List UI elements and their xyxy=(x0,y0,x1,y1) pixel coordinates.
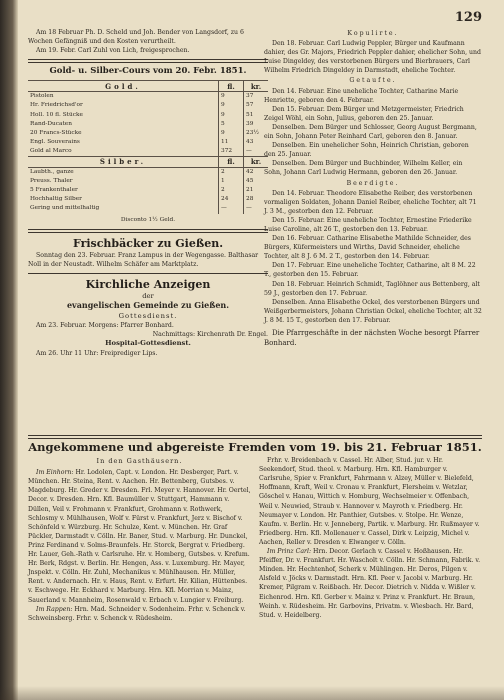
silver-table-header xyxy=(28,157,268,168)
table-row xyxy=(28,120,268,129)
silver-name: Laubth., ganze xyxy=(28,168,219,178)
getaufte-entry: Den 15. Februar. Dem Bürger und Metzgermeister, Friedrich Zeigel Wöhl, ein Sohn, Julius, geboren den 25. Januar. xyxy=(264,105,464,122)
gold-kr: 39 xyxy=(246,120,254,127)
gold-kr: 23½ xyxy=(246,129,259,136)
pfarr-note: Die Pfarrgeschäfte in der nächsten Woche besorgt Pfarrer Bonhard. xyxy=(264,329,480,347)
bakers-title: Frischbäcker zu Gießen. xyxy=(72,236,224,250)
service-text-1: Am 23. Februar. Morgens: Pfarrer Bonhard. xyxy=(36,322,174,330)
gold-kr: — xyxy=(246,147,252,154)
table-row xyxy=(28,168,268,178)
beerdigte-entry: Den 16. Februar. Catharine Elisabethe Mathilde Schneider, des Bürgers, Küfermeisters und Wirths, David Schneider, eheliche Tochter, alt 8 J. 6 M. 2 T., gestorben den 14. Februar. xyxy=(264,235,471,261)
silver-kr: 28 xyxy=(246,196,254,203)
gold-name: Gold al Marco xyxy=(28,147,219,157)
silver-kr: 21 xyxy=(246,187,254,194)
beerdigte-entry: Den 17. Februar. Eine uneheliche Tochter, Catharine, alt 8 M. 22 T., gestorben den 15. Februar. xyxy=(264,262,476,279)
silver-kr: — xyxy=(246,205,252,212)
gold-kr: 57 xyxy=(246,102,254,109)
court-notice-1: Am 18 Februar Ph. D. Scheld und Joh. Bender von Langsdorf, zu 6 Wochen Gefängniß und den Kosten verurtheilt. xyxy=(28,29,244,46)
silver-name: Gering und mittelhaltig xyxy=(28,204,219,213)
silver-kr: 42 xyxy=(246,169,254,176)
divider xyxy=(28,229,268,233)
getaufte-entry: Denselben. Dem Bürger und Schlosser, Georg August Bergmann, ein Sohn, Johann Peter Reinhard Carl, geboren den 8. Januar. xyxy=(264,123,477,141)
hospital-service-title: Hospital-Gottesdienst. xyxy=(105,339,191,348)
gold-kr: 43 xyxy=(246,138,254,145)
hotel-name: Im Prinz Carl: xyxy=(267,548,312,556)
hotel-name: Im Einhorn: xyxy=(36,469,74,477)
page-shadow xyxy=(0,686,504,700)
table-row xyxy=(28,177,268,186)
arrivals-right-column xyxy=(259,456,482,623)
arrivals-entry: Frhr. v. Breidenbach v. Cassel. Hr. Alber, Stud. jur. v. Hr. Seekendorf, Stud. theol. v. Marburg. Hrn. Kfl. Hamburger v. Carlsruhe, Spier v. Frankfurt, Fahrmann v. Alzey, Müller v. Bielefeld, Hoffmann, Kraft, Weil v. Cronau v. Frankfurt, Flersheim v. Wetzlar, Göschel v. Hanau, Wittich v. Homburg, Wechselmeier v. Offenbach, Weil v. Neuwied, Straub v. Hannover v. Mayroth v. Friedberg. Hr. Neumayer v. London. Hr. Panthier, Gutsbes. v. Stolpe. Hr. Wenze, Kaufm. v. Berlin. Hr. v. Jenneberg, Partik. v. Marburg. Hr. Rußmayer v. Friedberg. Hrn. Kfl. Mollenauer v. Cassel, Dirk v. Leipzig, Michel v. Aachen, Reller v. Dresden v. Elwanger v. Cölln. xyxy=(259,457,480,546)
gold-fl: 5 xyxy=(219,120,244,129)
beerdigte-entry: Den 18. Februar. Heinrich Schmidt, Taglöhner aus Bettenberg, alt 59 J., gestorben den 17. Februar. xyxy=(264,280,480,297)
table-row xyxy=(28,138,268,147)
currency-title: Gold- u. Silber-Cours vom 20. Febr. 1851. xyxy=(49,66,247,77)
table-row xyxy=(28,186,268,195)
arrivals-entry xyxy=(28,468,251,604)
beerdigte-entry: Denselben. Anna Elisabethe Ockel, des verstorbenen Bürgers und Weißgerbermeisters, Johann Christian Ockel, eheliche Tochter, alt 32 J. 8 M. 15 T., gestorben den 17. Februar. xyxy=(264,298,482,324)
gold-name: 20 Francs-Stücke xyxy=(28,129,219,138)
beerdigte-title: Beerdigte. xyxy=(346,179,400,187)
kopulirte-title: Kopulirte. xyxy=(347,30,399,37)
silver-name: Hochhaltig Silber xyxy=(28,195,219,204)
bakers-text: Sonntag den 23. Februar. Franz Lampus in der Wegengasse. Balthasar Noll in der Neustadt. Wilhelm Schäfer am Marktplatz. xyxy=(28,251,259,268)
beerdigte-entry: Den 14. Februar. Theodore Elisabethe Reiber, des verstorbenen vormaligen Soldaten, Johann Daniel Reiber, eheliche Tochter, alt 71 J. 3 M., gestorben den 12. Februar. xyxy=(264,189,477,215)
arrivals-entry xyxy=(259,547,482,620)
gold-table xyxy=(28,80,268,213)
gold-name: Rand-Ducaten xyxy=(28,120,219,129)
silver-fl: 1 xyxy=(219,177,244,186)
gold-kr: 51 xyxy=(246,111,254,118)
silver-fl: 2 xyxy=(219,186,244,195)
arrivals-entry xyxy=(28,605,251,623)
service-text-2: Nachmittags: Kirchenrath Dr. Engel. xyxy=(152,331,268,339)
gold-fl: 372 xyxy=(219,147,244,157)
kopulirte-text: Den 18. Februar. Carl Ludwig Peppler, Bürger und Kaufmann dahier, des Gr. Majors, Friedrich Peppler dahier, ehelicher Sohn, und Luise Dingeldey, des verstorbenen Bürgers und Bierbrauers, Carl Wilhelm Friedrich Dingeldey in Darmstadt, eheliche Tochter. xyxy=(264,40,481,75)
church-sub-2: evangelischen Gemeinde zu Gießen. xyxy=(66,300,230,311)
gold-fl: 9 xyxy=(219,92,244,102)
table-row xyxy=(28,147,268,157)
getaufte-entry: Denselben. Dem Bürger und Buchbinder, Wilhelm Keller, ein Sohn, Johann Carl Ludwig Hermann, geboren den 26. Januar. xyxy=(264,160,463,177)
church-title: Kirchliche Anzeigen xyxy=(85,277,211,291)
silver-fl: 2 xyxy=(219,168,244,178)
divider xyxy=(28,273,268,274)
left-column xyxy=(28,28,268,358)
discount-note: Disconto 1½ Geld. xyxy=(120,216,176,223)
table-row xyxy=(28,111,268,120)
hotel-name: Im Rappen: xyxy=(36,605,73,613)
table-row xyxy=(28,195,268,204)
gold-header-kr: kr. xyxy=(244,81,269,92)
gold-header-fl: fl. xyxy=(219,81,244,92)
service-title: Gottesdienst. xyxy=(118,312,178,321)
hospital-service-text: Am 26. Uhr 11 Uhr: Freiprediger Lips. xyxy=(36,349,158,357)
getaufte-entry: Denselben. Ein unehelicher Sohn, Heinrich Christian, geboren den 25. Januar. xyxy=(264,142,469,159)
arrivals-title: Angekommene und abgereiste Fremden vom 19. bis 21. Februar 1851. xyxy=(28,440,482,454)
table-row xyxy=(28,101,268,110)
divider xyxy=(28,435,482,439)
silver-kr: 45 xyxy=(246,178,254,185)
gold-table-header xyxy=(28,81,268,92)
getaufte-title: Getaufte. xyxy=(349,77,397,85)
right-column xyxy=(264,28,482,348)
court-notice-2: Am 19. Febr. Carl Zuhl von Lich, freigesprochen. xyxy=(36,47,190,55)
silver-header-kr: kr. xyxy=(244,157,269,168)
gold-name: Engl. Souverains xyxy=(28,138,219,147)
table-row xyxy=(28,92,268,102)
silver-name: 5 Frankenthaler xyxy=(28,186,219,195)
silver-header-label: Silber. xyxy=(28,157,219,168)
beerdigte-entry: Den 15. Februar. Eine uneheliche Tochter, Ernestine Friederike Luise Caroline, alt 26 T., gestorben den 13. Februar. xyxy=(264,216,472,233)
gold-name: Holl. 10 fl. Stücke xyxy=(28,111,219,120)
table-row xyxy=(28,129,268,138)
table-row xyxy=(28,204,268,213)
gold-name: Hr. Friedrichsd'or xyxy=(28,101,219,110)
arrivals-subheading: In den Gasthäusern. xyxy=(96,457,183,466)
arrivals-section xyxy=(28,431,482,623)
gold-fl: 9 xyxy=(219,101,244,110)
arrivals-text: Hrn. Mad. Schneider v. Sodenheim. Frhr. v. Schenck v. Schweinsberg. Frhr. v. Schenck v. Rüdesheim. xyxy=(28,605,246,622)
divider xyxy=(28,59,268,63)
page-number: 129 xyxy=(454,10,482,25)
gold-name: Pistolen xyxy=(28,92,219,102)
silver-name: Preuss. Thaler xyxy=(28,177,219,186)
arrivals-left-column xyxy=(28,456,251,623)
gold-header-label: Gold. xyxy=(28,81,219,92)
silver-fl: — xyxy=(219,204,244,213)
arrivals-columns xyxy=(28,456,482,623)
gold-fl: 9 xyxy=(219,129,244,138)
church-sub-1: der xyxy=(142,291,154,300)
gold-fl: 9 xyxy=(219,111,244,120)
silver-header-fl: fl. xyxy=(219,157,244,168)
silver-fl: 24 xyxy=(219,195,244,204)
getaufte-entry: Den 14. Februar. Eine uneheliche Tochter, Catharine Marie Henriette, geboren den 4. Februar. xyxy=(264,87,459,104)
book-gutter xyxy=(0,0,18,700)
arrivals-text: Hr. Lodolen, Capt. v. London. Hr. Desberger, Part. v. München. Hr. Steina, Rent. v. Aachen. Hr. Bettenberg, Gutsbes. v. Magdeburg. Hr. Greder v. Dresden. Frl. Meyer v. Hannover. Hr. Oertel, Decor. v. Dresden. Hrn. Kfl. Baumüller v. Stuttgart, Hammann v. Düllen, Veil v. Frohmann v. Frankfurt, Grohmann v. Rothwerk, Schlosmy v. Mühlhausen, Wolf v. Fürst v. Frankfurt, Jerz v. Bischof v. Schönfeld v. Würzburg. Hr. Schulze, Kent. v. München. Hr. Graf Pückler, Darmstadt v. Cölln. Hr. Baner, Stud. v. Marburg. Hr. Dunckel, Prinz Ferdinand v. Solms-Braunfels. Hr. Storck, Bergrat v. Friedberg. Hr. Lauer, Geh.-Rath v. Carlsruhe. Hr. v. Homberg, Gutsbes. v. Krefum. Hr. Berk, Rdgst. v. Berlin. Hr. Hengen, Ass. v. Luxemburg. Hr. Mayer, Jnspekt. v. Cölln. Hr. Zuhl, Mechanikus v. Mühlhausen. Hr. Müller, Rent. v. Andernach. Hr. v. Haus, Rent. v. Erfurt. Hr. Kilian, Hüttenbes. v. Eschwege. Hr. Eckhard v. Marburg. Hrn. Kfl. Morrian v. Mainz, Sauerland v. Mannheim, Rosenwald v. Erbach v. Lungier v. Freiburg. xyxy=(28,469,251,604)
gold-kr: 37 xyxy=(246,93,254,100)
gold-fl: 11 xyxy=(219,138,244,147)
arrivals-text: Hrn. Decor. Gerlach v. Cassel v. Hoßhausen. Hr. Pfeiffer, Dr. v. Frankfurt. Hr. Wascholt v. Cölln. Hr. Schmann, Fabrik. v. Minden. Hr. Hechtenhof, Scherk v. Mühlingen. Hr. Deros, Pilgen v. Alsfeld v. Jöcks v. Darmstadt. Hrn. Kfl. Peer v. Jacobi v. Marburg. Hr. Kremer, Pilgram v. Reißbach. Hr. Decor. Dietrich v. Nidda v. Wißler v. Eichenrod. Hrn. Kfl. Gerber v. Mainz v. Prinz v. Frankfurt. Hr. Braun, Weinh. v. Rüdesheim. Hr. Garbovins, Privatm. v. Wiesbach. Hr. Bard, Stud. v. Heidelberg. xyxy=(259,548,481,619)
